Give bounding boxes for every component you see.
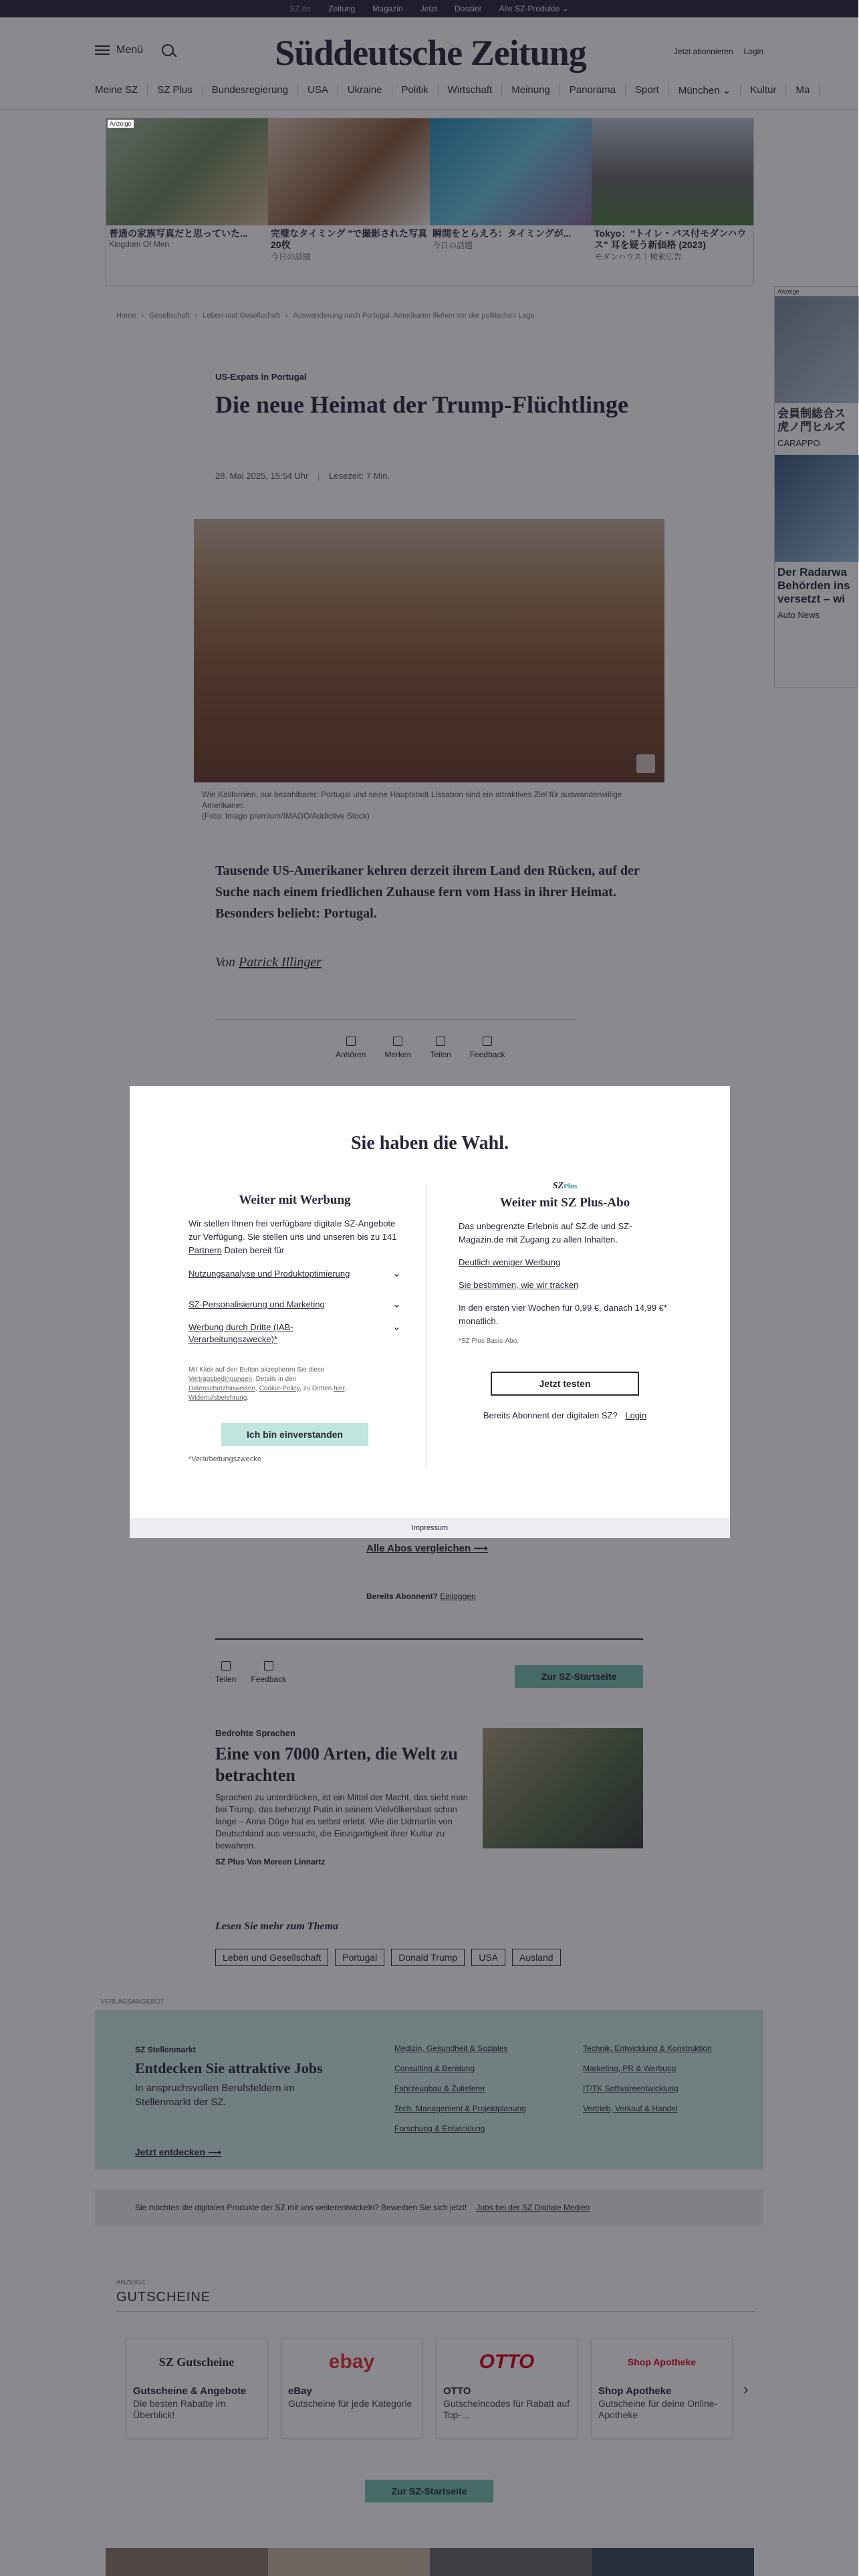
- partners-link[interactable]: Partnern: [189, 1245, 222, 1255]
- purposes-footnote: *Verarbeitungszwecke: [189, 1455, 261, 1463]
- login-link[interactable]: Login: [625, 1410, 647, 1420]
- accept-button[interactable]: Ich bin einverstanden: [221, 1423, 368, 1446]
- consent-fineprint: Mit Klick auf den Button akzeptieren Sie diese Vertragsbedingungen. Details in den Datenschutzhinweisen, Cookie-Policy, zu Dritten hier, Widerrufsbelehrung.: [189, 1366, 347, 1402]
- ad-label: Anzeige: [108, 120, 134, 128]
- fine-text: . Details in den: [252, 1376, 297, 1383]
- try-subscription-button[interactable]: Jetzt testen: [491, 1372, 639, 1396]
- privacy-link[interactable]: Datenschutzhinweisen: [189, 1385, 256, 1392]
- terms-link[interactable]: Vertragsbedingungen: [189, 1376, 253, 1383]
- purpose-row[interactable]: [189, 1268, 401, 1280]
- price-text: In den ersten vier Wochen für 0,99 €, danach 14,99 €* monatlich.: [459, 1303, 667, 1326]
- benefit-less-ads[interactable]: Deutlich weniger Werbung: [459, 1257, 561, 1267]
- purpose-label: SZ-Personalisierung und Marketing: [189, 1299, 325, 1309]
- logo-plus: Plus: [564, 1182, 578, 1190]
- benefit-tracking[interactable]: Sie bestimmen, wie wir tracken: [459, 1280, 579, 1290]
- consent-dialog: [130, 1086, 730, 1538]
- divider: [426, 1186, 427, 1467]
- consent-ads-column: [189, 1193, 401, 1463]
- chevron-down-icon: ⌄: [392, 1299, 401, 1310]
- purpose-label: Werbung durch Dritte (IAB-Verarbeitungszwecke)*: [189, 1322, 293, 1344]
- ads-text-a: Wir stellen Ihnen frei verfügbare digitale SZ-Angebote zur Verfügung. Sie stellen uns und unseren bis zu 141: [189, 1218, 397, 1242]
- subscribe-option-text: Das unbegrenzte Erlebnis auf SZ.de und SZ-Magazin.de mit Zugang zu allen Inhalten.: [459, 1221, 632, 1245]
- logo-sz: SZ: [552, 1181, 564, 1191]
- chevron-down-icon: ⌄: [392, 1321, 401, 1333]
- chevron-down-icon: ⌄: [392, 1268, 401, 1279]
- fine-text: Mit Klick auf den Button akzeptieren Sie diese: [189, 1366, 325, 1374]
- subscriber-login: [459, 1410, 671, 1420]
- price-footnote: *SZ Plus Basis-Abo.: [459, 1337, 519, 1345]
- ads-option-text: [189, 1217, 401, 1257]
- fine-text: , zu Dritten: [299, 1385, 332, 1392]
- purpose-row[interactable]: [189, 1299, 401, 1311]
- subscriber-question: Bereits Abonnent der digitalen SZ?: [483, 1410, 618, 1420]
- subscribe-option-title: Weiter mit SZ Plus-Abo: [499, 1196, 630, 1210]
- ads-option-title: Weiter mit Werbung: [239, 1193, 351, 1207]
- withdrawal-link[interactable]: Widerrufsbelehrung: [189, 1394, 247, 1402]
- purpose-row[interactable]: [189, 1321, 401, 1346]
- ads-text-b: Daten bereit für: [224, 1245, 285, 1255]
- impressum-link[interactable]: Impressum: [130, 1518, 730, 1538]
- consent-subscribe-column: [459, 1181, 671, 1420]
- cookie-policy-link[interactable]: Cookie-Policy: [259, 1385, 300, 1392]
- third-party-link[interactable]: hier: [334, 1385, 345, 1392]
- purpose-label: Nutzungsanalyse und Produktoptimierung: [189, 1269, 350, 1279]
- consent-title: Sie haben die Wahl.: [350, 1133, 509, 1154]
- sz-plus-logo: [459, 1181, 671, 1192]
